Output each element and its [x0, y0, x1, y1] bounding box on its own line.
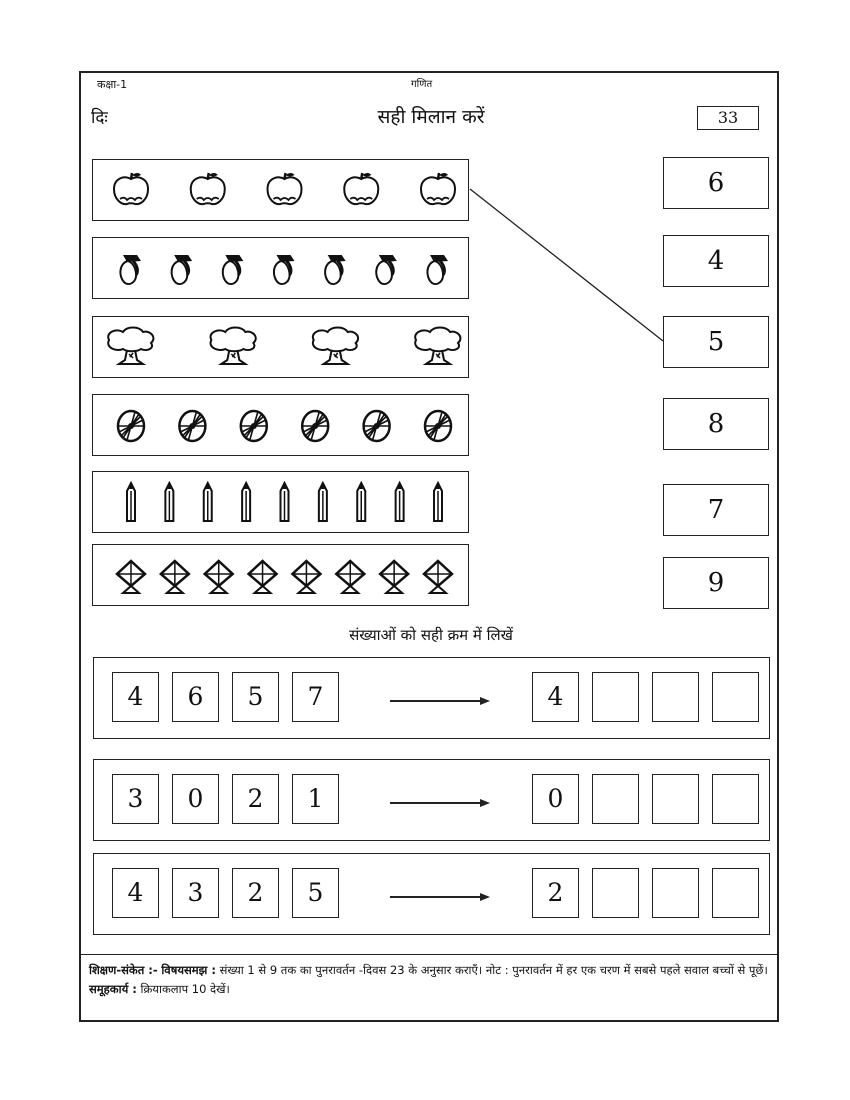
- match-line: [81, 73, 781, 473]
- worksheet-title: सही मिलान करें: [377, 106, 485, 128]
- kite-icon: [117, 561, 145, 593]
- answer-cell[interactable]: 0: [532, 774, 579, 824]
- given-number-cell: 4: [112, 672, 159, 722]
- answer-cell[interactable]: [712, 868, 759, 918]
- number-box[interactable]: 8: [663, 398, 769, 450]
- number-box[interactable]: 9: [663, 557, 769, 609]
- sequence-instruction: संख्याओं को सही क्रम में लिखें: [349, 626, 513, 644]
- sequence-row: [93, 657, 770, 739]
- given-number-cell: 0: [172, 774, 219, 824]
- pencil-icon: [242, 483, 250, 521]
- teaching-note-text: संख्या 1 से 9 तक का पुनरावर्तन -दिवस 23 के अनुसार कराएँ। नोट : पुनरावर्तन में हर एक चरण में सबसे पहले सवाल बच्चों से पूछें।: [219, 963, 768, 977]
- picture-row-kites: [92, 544, 469, 606]
- subject-label: गणित: [411, 79, 433, 90]
- answer-cell[interactable]: [652, 672, 699, 722]
- answer-cell[interactable]: [592, 774, 639, 824]
- arrow-right-icon: [390, 696, 492, 706]
- pencil-icon: [357, 483, 365, 521]
- number-box[interactable]: 5: [663, 316, 769, 368]
- number-box[interactable]: 4: [663, 235, 769, 287]
- given-number-cell: 1: [292, 774, 339, 824]
- group-work-text: क्रियाकलाप 10 देखें।: [140, 982, 230, 996]
- pencil-icon: [319, 483, 327, 521]
- number-box[interactable]: 7: [663, 484, 769, 536]
- sequence-row: [93, 759, 770, 841]
- pencil-icon: [281, 483, 289, 521]
- answer-cell[interactable]: [652, 868, 699, 918]
- pencil-icon: [434, 483, 442, 521]
- pencil-icon: [127, 483, 135, 521]
- date-label: दिः: [91, 108, 108, 128]
- given-number-cell: 3: [112, 774, 159, 824]
- page-number: 33: [697, 106, 759, 130]
- given-number-cell: 7: [292, 672, 339, 722]
- pencil-icon: [204, 483, 212, 521]
- kite-icon: [336, 561, 364, 593]
- sequence-row: [93, 853, 770, 935]
- answer-cell[interactable]: [712, 774, 759, 824]
- given-number-cell: 5: [232, 672, 279, 722]
- class-label: कक्षा-1: [97, 78, 128, 91]
- answer-cell[interactable]: [652, 774, 699, 824]
- kite-icon: [292, 561, 320, 593]
- answer-cell[interactable]: [592, 672, 639, 722]
- teaching-note: [89, 961, 773, 999]
- given-number-cell: 3: [172, 868, 219, 918]
- number-box[interactable]: 6: [663, 157, 769, 209]
- given-number-cell: 4: [112, 868, 159, 918]
- subject-understanding-label: विषयसमझ :: [161, 963, 216, 977]
- answer-cell[interactable]: 2: [532, 868, 579, 918]
- picture-row-pencils: [92, 471, 469, 533]
- pencil-icon: [165, 483, 173, 521]
- answer-cell[interactable]: [592, 868, 639, 918]
- kite-icon: [249, 561, 277, 593]
- worksheet: [79, 71, 779, 1022]
- arrow-right-icon: [390, 798, 492, 808]
- footer-divider: [81, 954, 777, 955]
- given-number-cell: 2: [232, 868, 279, 918]
- answer-cell[interactable]: 4: [532, 672, 579, 722]
- given-number-cell: 5: [292, 868, 339, 918]
- kite-icon: [380, 561, 408, 593]
- arrow-right-icon: [390, 892, 492, 902]
- given-number-cell: 2: [232, 774, 279, 824]
- pencil-icon: [396, 483, 404, 521]
- kite-icon: [161, 561, 189, 593]
- answer-cell[interactable]: [712, 672, 759, 722]
- group-work-label: समूहकार्य :: [89, 982, 137, 996]
- kite-icon: [424, 561, 452, 593]
- kite-icon: [205, 561, 233, 593]
- given-number-cell: 6: [172, 672, 219, 722]
- teaching-note-label: शिक्षण-संकेत :-: [89, 963, 158, 977]
